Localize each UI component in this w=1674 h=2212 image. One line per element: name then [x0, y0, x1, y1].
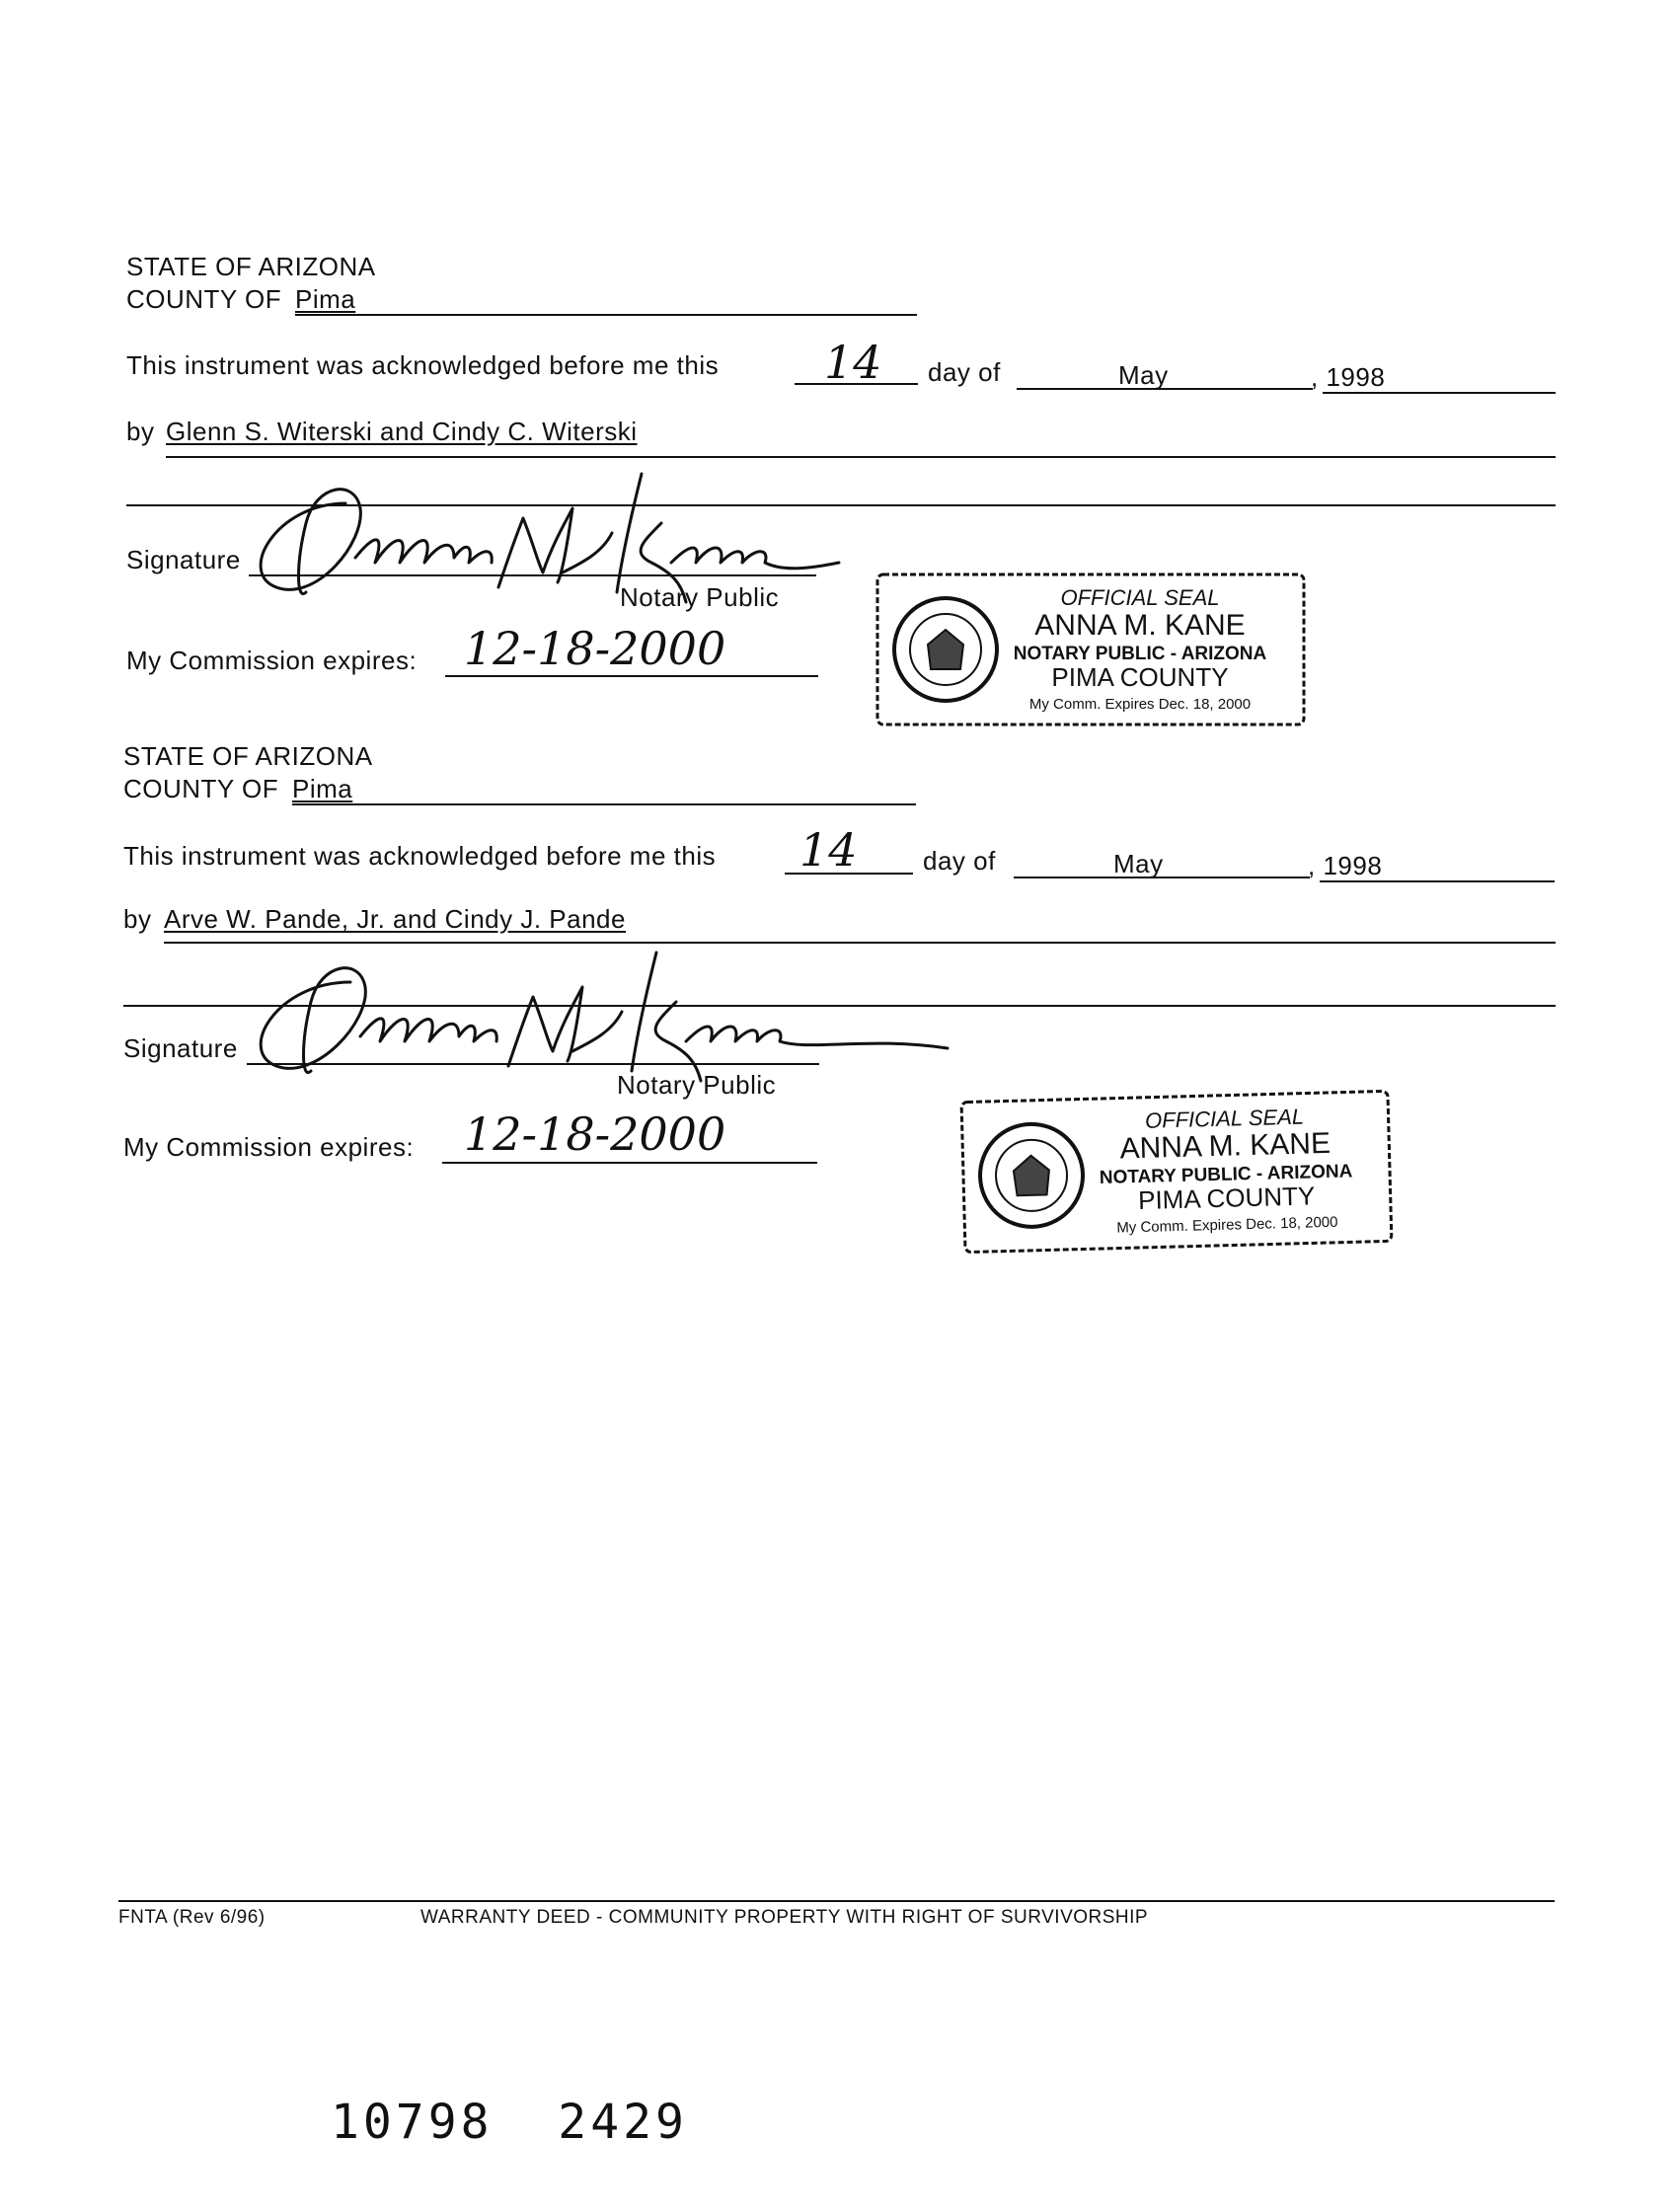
year-value: , 1998	[1311, 362, 1386, 392]
notary-public-label: Notary Public	[620, 582, 780, 612]
parties-value: Arve W. Pande, Jr. and Cindy J. Pande	[164, 904, 626, 934]
county-label: COUNTY OF	[123, 774, 279, 803]
seal-expires: My Comm. Expires Dec. 18, 2000	[1028, 696, 1252, 713]
acknowledgment-text: This instrument was acknowledged before me this	[123, 841, 717, 871]
day-value: 14	[799, 823, 858, 877]
county-line	[295, 314, 917, 316]
commission-line	[445, 675, 818, 677]
commission-label: My Commission expires:	[123, 1132, 415, 1162]
parties-line	[166, 456, 1556, 458]
seal-name: ANNA M. KANE	[1119, 1126, 1332, 1166]
seal-role: NOTARY PUBLIC - ARIZONA	[1099, 1161, 1353, 1189]
seal-county: PIMA COUNTY	[1051, 662, 1229, 692]
day-of-label: day of	[923, 846, 996, 876]
signature-handwritten	[237, 938, 967, 1096]
year-line	[1320, 880, 1555, 882]
commission-date-value: 12-18-2000	[464, 1107, 726, 1161]
official-seal-1	[874, 571, 1308, 728]
signature-label: Signature	[123, 1033, 238, 1063]
by-label: by	[123, 904, 152, 934]
form-code: FNTA (Rev 6/96)	[118, 1907, 266, 1928]
seal-title: OFFICIAL SEAL	[1144, 1104, 1305, 1133]
seal-title: OFFICIAL SEAL	[1060, 585, 1220, 610]
county-line	[292, 803, 916, 805]
acknowledgment-text: This instrument was acknowledged before me this	[126, 350, 720, 380]
parties-value: Glenn S. Witerski and Cindy C. Witerski	[166, 417, 638, 446]
seal-name: ANNA M. KANE	[1034, 609, 1246, 642]
notary-public-label: Notary Public	[617, 1070, 777, 1100]
county-value: Pima	[292, 774, 353, 803]
official-seal-2	[959, 1089, 1394, 1257]
commission-label: My Commission expires:	[126, 646, 418, 675]
seal-county: PIMA COUNTY	[1137, 1181, 1316, 1216]
state-heading: STATE OF ARIZONA	[126, 252, 376, 281]
signature-label: Signature	[126, 545, 241, 574]
year-line	[1323, 392, 1556, 394]
county-value: Pima	[295, 284, 356, 314]
record-number: 10798 2429	[331, 2095, 688, 2150]
signature-handwritten	[237, 464, 878, 612]
state-heading: STATE OF ARIZONA	[123, 741, 373, 771]
seal-role: NOTARY PUBLIC - ARIZONA	[1013, 644, 1267, 664]
commission-date-value: 12-18-2000	[464, 622, 726, 675]
month-value: May	[1113, 849, 1164, 878]
county-label: COUNTY OF	[126, 284, 282, 314]
footer-rule	[118, 1900, 1555, 1902]
day-of-label: day of	[928, 357, 1001, 387]
by-label: by	[126, 417, 155, 446]
year-value: , 1998	[1308, 851, 1383, 880]
month-value: May	[1118, 360, 1169, 390]
commission-line	[442, 1162, 817, 1164]
day-value: 14	[824, 336, 882, 389]
seal-expires: My Comm. Expires Dec. 18, 2000	[1116, 1213, 1338, 1237]
document-title: WARRANTY DEED - COMMUNITY PROPERTY WITH RIGHT OF SURVIVORSHIP	[420, 1907, 1149, 1928]
